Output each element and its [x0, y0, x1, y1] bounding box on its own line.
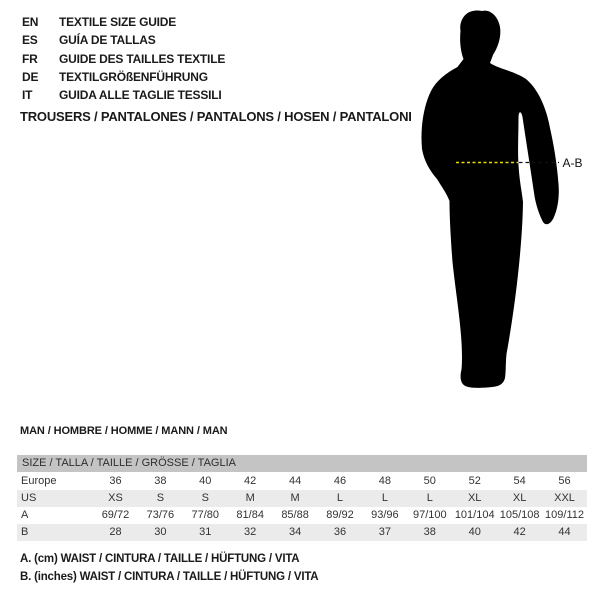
- table-cell: 40: [199, 475, 212, 487]
- table-cell: 37: [378, 526, 392, 538]
- table-cell: L: [426, 492, 433, 504]
- language-code: ES: [22, 33, 38, 48]
- table-cell: XXL: [554, 492, 575, 504]
- language-legend: [22, 13, 225, 104]
- language-label: GUÍA DE TALLAS: [59, 33, 156, 48]
- table-cell: 97/100: [412, 509, 447, 521]
- table-cell: 69/72: [101, 509, 130, 521]
- table-cell: XL: [512, 492, 527, 504]
- language-label: TEXTILGRÖßENFÜHRUNG: [59, 70, 208, 85]
- table-cell: 56: [558, 475, 571, 487]
- man-silhouette-path: [421, 11, 558, 388]
- table-cell: XL: [467, 492, 482, 504]
- table-cell: M: [245, 492, 255, 504]
- row-label: A: [21, 509, 29, 521]
- language-label: GUIDE DES TAILLES TEXTILE: [59, 51, 226, 66]
- language-row: [22, 86, 225, 104]
- note-b: B. (inches) WAIST / CINTURA / TAILLE / HÜFTUNG / VITA: [20, 570, 319, 583]
- table-cell: 48: [378, 475, 392, 487]
- table-cell: 73/76: [146, 509, 175, 521]
- table-cell: 38: [154, 475, 167, 487]
- language-label: GUIDA ALLE TAGLIE TESSILI: [59, 88, 222, 103]
- gender-title: MAN / HOMBRE / HOMME / MANN / MAN: [20, 425, 228, 437]
- table-cell: 40: [468, 526, 481, 538]
- table-cell: 30: [154, 526, 167, 538]
- table-cell: 105/108: [499, 509, 540, 521]
- table-cell: 42: [513, 526, 526, 538]
- size-table-header: SIZE / TALLA / TAILLE / GRÖSSE / TAGLIA: [17, 455, 587, 472]
- language-code: EN: [22, 15, 39, 30]
- language-row: [22, 13, 225, 31]
- measure-label: A-B: [562, 156, 583, 170]
- row-label: B: [21, 526, 29, 538]
- table-row-a-cm: [17, 507, 587, 524]
- table-cell: 54: [513, 475, 526, 487]
- row-label: US: [21, 492, 37, 504]
- category-title: TROUSERS / PANTALONES / PANTALONS / HOSEN / PANTALONI: [20, 109, 412, 124]
- table-cell: 77/80: [191, 509, 220, 521]
- row-label: Europe: [21, 475, 57, 487]
- table-cell: 28: [109, 526, 122, 538]
- table-cell: 101/104: [454, 509, 495, 521]
- table-cell: M: [290, 492, 300, 504]
- table-cell: 38: [423, 526, 436, 538]
- table-cell: 50: [423, 475, 436, 487]
- table-row-us: [17, 490, 587, 507]
- man-silhouette-svg: [390, 0, 600, 420]
- table-cell: 93/96: [371, 509, 399, 521]
- table-cell: 42: [244, 475, 257, 487]
- table-cell: 46: [333, 475, 347, 487]
- man-silhouette-figure: [390, 0, 600, 420]
- table-cell: XS: [108, 492, 123, 504]
- table-cell: 32: [244, 526, 257, 538]
- table-row-b-inches: [17, 524, 587, 541]
- size-table: [17, 455, 587, 541]
- language-code: FR: [22, 51, 38, 66]
- language-row: [22, 31, 225, 49]
- table-cell: 52: [468, 475, 481, 487]
- language-row: [22, 68, 225, 86]
- language-row: [22, 50, 225, 68]
- table-cell: L: [336, 492, 344, 504]
- table-cell: 44: [558, 526, 571, 538]
- language-label: TEXTILE SIZE GUIDE: [59, 15, 177, 30]
- language-code: DE: [22, 70, 39, 85]
- table-cell: L: [381, 492, 388, 504]
- table-cell: 44: [288, 475, 302, 487]
- note-a: A. (cm) WAIST / CINTURA / TAILLE / HÜFTUNG / VITA: [20, 553, 300, 565]
- table-cell: 89/92: [326, 509, 354, 521]
- table-cell: S: [201, 492, 209, 504]
- table-cell: 31: [199, 526, 212, 538]
- table-cell: S: [156, 492, 165, 504]
- table-cell: 36: [333, 526, 347, 538]
- measurement-notes: [20, 551, 318, 586]
- table-cell: 36: [109, 475, 122, 487]
- table-cell: 81/84: [236, 509, 264, 521]
- table-cell: 85/88: [281, 509, 309, 521]
- table-cell: 109/112: [545, 509, 584, 521]
- language-code: IT: [22, 88, 33, 103]
- table-row-europe: [17, 473, 587, 490]
- table-cell: 34: [288, 526, 302, 538]
